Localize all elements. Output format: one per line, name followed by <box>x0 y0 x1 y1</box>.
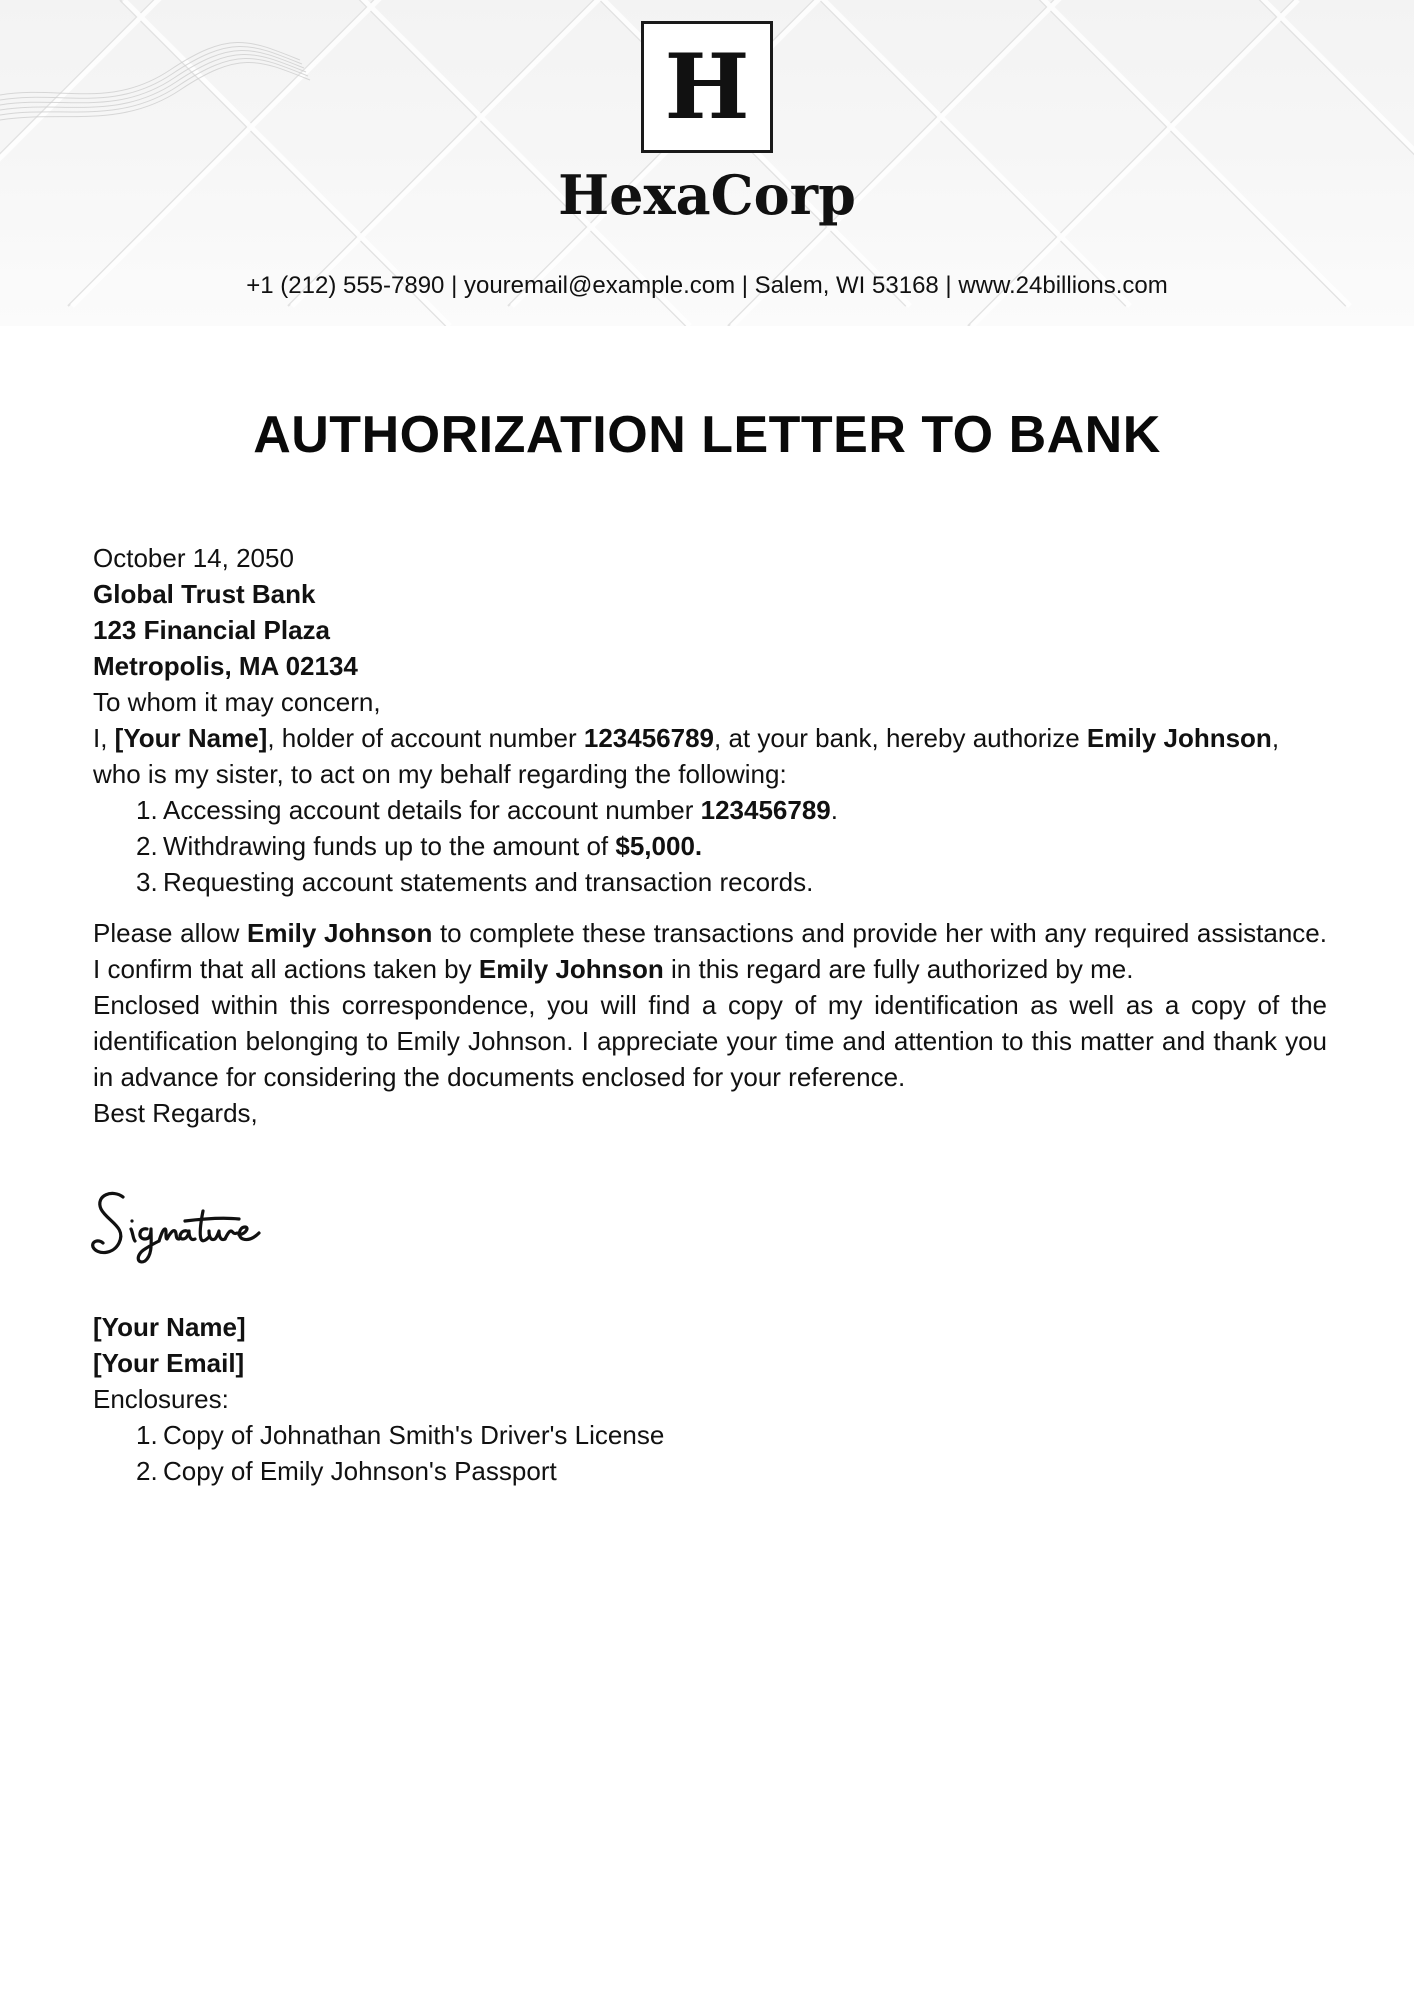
list-item <box>136 828 1327 864</box>
list-item-text: Copy of Emily Johnson's Passport <box>163 1456 557 1486</box>
company-logo <box>641 21 773 153</box>
account-number: 123456789 <box>583 723 714 753</box>
authorized-person: Emily Johnson <box>1086 723 1272 753</box>
list-item-bold: 123456789 <box>700 795 831 825</box>
letter-date: October 14, 2050 <box>93 543 294 573</box>
list-number: 1. <box>136 1420 158 1450</box>
letterhead <box>0 0 1414 326</box>
logo-letter: H <box>664 34 750 140</box>
letter-body <box>93 540 1327 1504</box>
list-item <box>136 1417 1327 1453</box>
recipient-street: 123 Financial Plaza <box>93 615 331 645</box>
list-item-text: Withdrawing funds up to the amount of <box>163 831 616 861</box>
list-number: 2. <box>136 1456 158 1486</box>
authorized-person: Emily Johnson <box>478 954 664 984</box>
document-title: AUTHORIZATION LETTER TO BANK <box>253 406 1161 464</box>
your-name-placeholder: [Your Name] <box>114 723 268 753</box>
handwritten-signature <box>89 1189 289 1267</box>
list-number: 3. <box>136 867 158 897</box>
signer-name: [Your Name] <box>93 1312 246 1342</box>
list-number: 2. <box>136 831 158 861</box>
recipient-bank: Global Trust Bank <box>93 579 316 609</box>
authorization-list <box>93 792 1327 900</box>
request-text: in this regard are fully authorized by me. <box>663 954 1134 984</box>
list-item-bold: $5,000. <box>615 831 703 861</box>
closing: Best Regards, <box>93 1098 258 1128</box>
intro-text: , who is my sister, to act on my behalf regarding the following: <box>93 723 1280 789</box>
request-text: Please allow <box>93 918 247 948</box>
contact-info: +1 (212) 555-7890 | youremail@example.com | Salem, WI 53168 | www.24billions.com <box>246 272 1168 299</box>
intro-text: , at your bank, hereby authorize <box>714 723 1087 753</box>
signer-email: [Your Email] <box>93 1348 245 1378</box>
signature-area <box>93 1131 1327 1309</box>
list-item-text: Requesting account statements and transaction records. <box>163 867 814 897</box>
intro-text: , holder of account number <box>267 723 584 753</box>
list-item-text: . <box>830 795 838 825</box>
list-item-text: Copy of Johnathan Smith's Driver's License <box>163 1420 665 1450</box>
intro-paragraph <box>93 720 1327 792</box>
company-name: HexaCorp <box>558 163 856 227</box>
salutation: To whom it may concern, <box>93 687 381 717</box>
list-number: 1. <box>136 795 158 825</box>
list-item <box>136 1453 1327 1489</box>
intro-text: I, <box>93 723 115 753</box>
enclosed-paragraph: Enclosed within this correspondence, you will find a copy of my identification as well as a copy of the identification belonging to Emily Johnson. I appreciate your time and attention to this matter and thank you in advance for considering the documents enclosed for your reference. <box>93 990 1327 1092</box>
request-paragraph <box>93 915 1327 987</box>
enclosures-list <box>93 1417 1327 1489</box>
list-item <box>136 792 1327 828</box>
enclosures-label: Enclosures: <box>93 1384 229 1414</box>
recipient-city: Metropolis, MA 02134 <box>93 651 358 681</box>
authorized-person: Emily Johnson <box>247 918 433 948</box>
list-item <box>136 864 1327 900</box>
list-item-text: Accessing account details for account number <box>163 795 701 825</box>
request-text: to complete these transactions and provide her with any required assistance. I confirm that all actions taken by <box>93 918 1327 984</box>
